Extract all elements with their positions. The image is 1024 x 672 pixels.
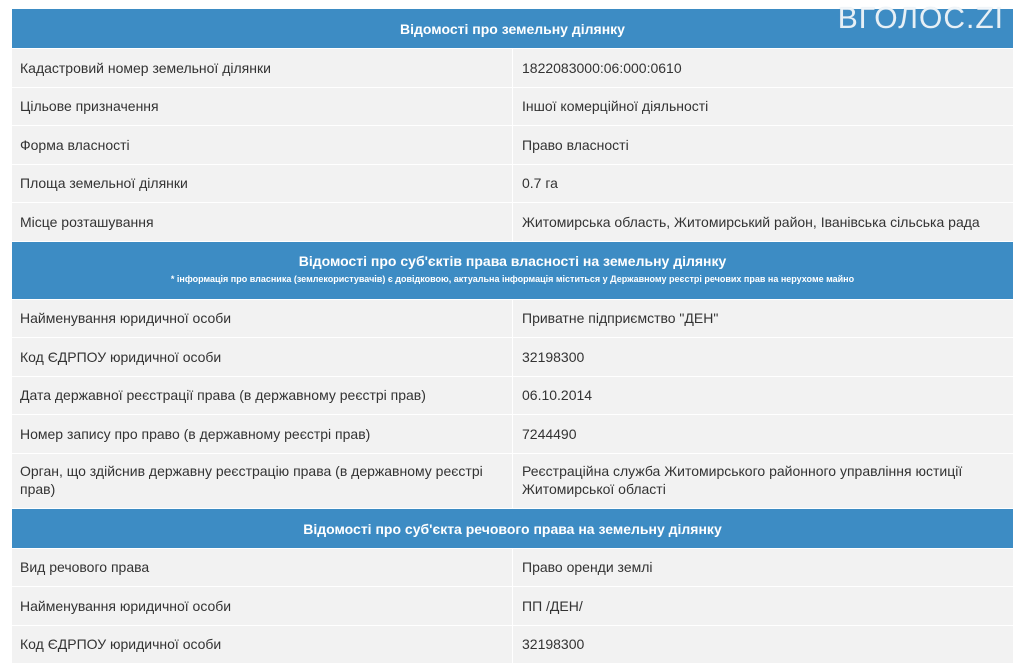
owners-section-header (12, 242, 1013, 300)
row-label: Дата державної реєстрації права (в державному реєстрі прав) (12, 377, 513, 415)
table-row (12, 454, 1013, 509)
table-row (12, 300, 1013, 339)
table-row (12, 165, 1013, 204)
table-row (12, 415, 1013, 454)
row-value: Житомирська область, Житомирський район, Іванівська сільська рада (522, 213, 980, 230)
row-value: 1822083000:06:000:0610 (522, 59, 682, 76)
row-label: Площа земельної ділянки (12, 165, 513, 203)
row-label: Код ЄДРПОУ юридичної особи (12, 626, 513, 664)
row-label: Місце розташування (12, 203, 513, 241)
row-value: ПП /ДЕН/ (522, 597, 583, 614)
row-label: Форма власності (12, 126, 513, 164)
row-value: 0.7 га (522, 175, 558, 192)
row-label: Номер запису про право (в державному реєстрі прав) (12, 415, 513, 453)
table-row (12, 88, 1013, 127)
row-value: 7244490 (522, 425, 577, 442)
site-watermark: ВГОЛОС.ZI (837, 2, 1004, 35)
row-value: 32198300 (522, 636, 585, 653)
table-row (12, 203, 1013, 242)
row-value: Приватне підприємство "ДЕН" (522, 310, 719, 327)
row-value: Реєстраційна служба Житомирського районного управління юстиції Житомирської області (522, 462, 963, 497)
row-label: Найменування юридичної особи (12, 587, 513, 625)
table-row (12, 377, 1013, 416)
rights-section-header: Відомості про суб'єкта речового права на земельну ділянку (12, 509, 1013, 549)
row-label: Найменування юридичної особи (12, 300, 513, 338)
owners-section-note: * інформація про власника (землекористувачів) є довідковою, актуальна інформація міститься у Державному реєстрі речових прав на нерухоме майно (170, 273, 855, 284)
land-info-table (12, 9, 1013, 664)
table-row (12, 49, 1013, 88)
row-label: Орган, що здійснив державну реєстрацію права (в державному реєстрі прав) (12, 454, 513, 508)
table-row (12, 126, 1013, 165)
row-label: Кадастровий номер земельної ділянки (12, 49, 513, 87)
row-value: Право власності (522, 136, 629, 153)
owners-section-title: Відомості про суб'єктів права власності на земельну ділянку (298, 252, 727, 269)
table-row (12, 587, 1013, 626)
table-row (12, 626, 1013, 665)
table-row (12, 549, 1013, 588)
row-label: Код ЄДРПОУ юридичної особи (12, 338, 513, 376)
row-value: 06.10.2014 (522, 387, 593, 404)
row-value: Іншої комерційної діяльності (522, 98, 709, 115)
land-section-header: Відомості про земельну ділянку (12, 9, 1013, 49)
row-label: Вид речового права (12, 549, 513, 587)
table-row (12, 338, 1013, 377)
row-value: Право оренди землі (522, 559, 653, 576)
row-label: Цільове призначення (12, 88, 513, 126)
row-value: 32198300 (522, 348, 585, 365)
